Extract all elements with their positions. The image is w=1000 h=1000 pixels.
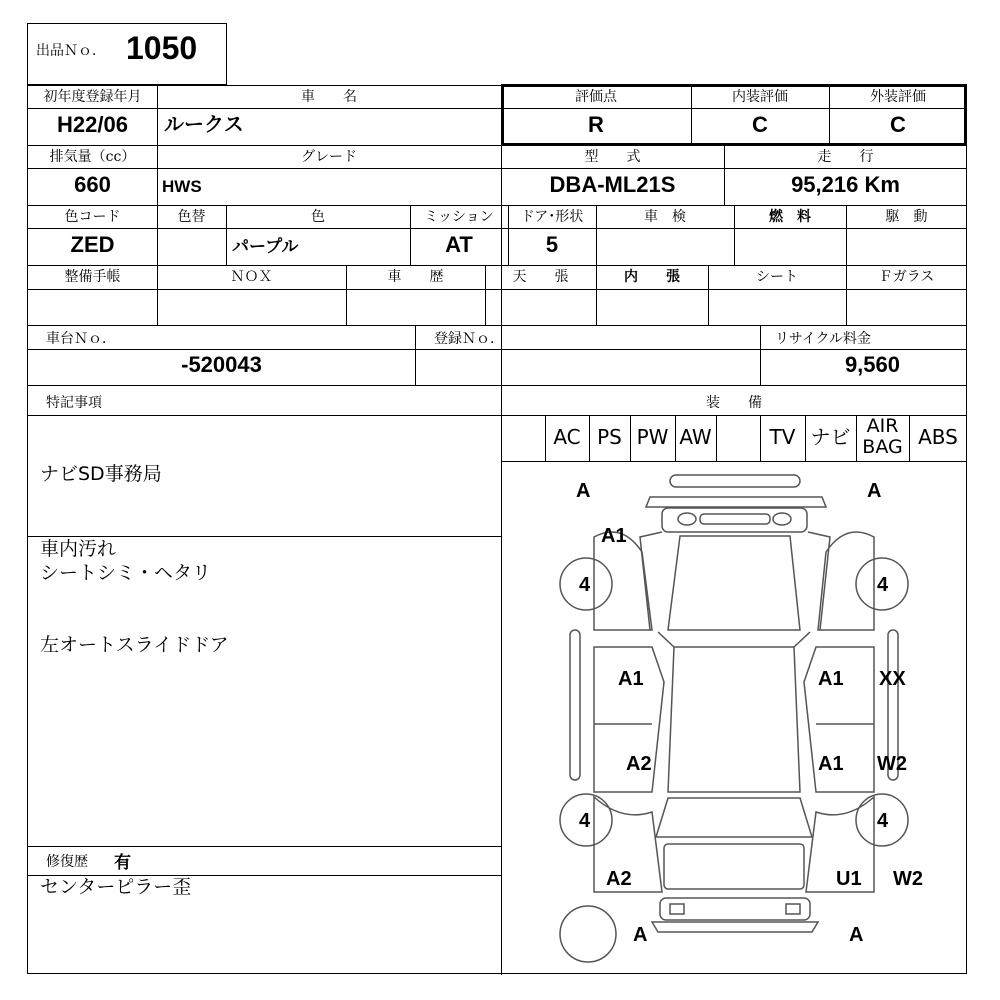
- color-label: 色: [311, 209, 325, 225]
- mark-rear-left-tire: 4: [579, 810, 591, 832]
- mark-rear-left-quarter: A2: [606, 868, 632, 890]
- equip-airbag: AIR BAG: [862, 415, 903, 458]
- equip-ps: PS: [597, 425, 622, 449]
- equip-tv: TV: [769, 425, 796, 449]
- mark-rear-right-door: A1: [818, 753, 844, 775]
- ceiling-label: 天 張: [512, 269, 569, 285]
- exterior-score-value: C: [890, 112, 906, 137]
- lot-number-value: 1050: [126, 30, 198, 66]
- mark-right-side-w2-upper: W2: [877, 753, 907, 775]
- mark-rear-right-corner: A: [849, 924, 864, 946]
- mark-right-side-xx: XX: [879, 668, 906, 690]
- interior-score-value: C: [752, 112, 768, 137]
- mark-front-left-tire: 4: [579, 574, 591, 596]
- mark-front-right-tire: 4: [877, 574, 889, 596]
- recycle-fee-label: リサイクル料金: [775, 331, 872, 347]
- chassis-number-label: 車台Ｎｏ．: [46, 331, 116, 347]
- color-value: パープル: [232, 237, 299, 256]
- mark-right-side-w2-lower: W2: [893, 868, 923, 890]
- first-registration-label: 初年度登録年月: [43, 89, 142, 105]
- mark-front-right-door: A1: [818, 668, 844, 690]
- repair-note: センターピラー歪: [40, 876, 192, 898]
- interior-score-label: 内装評価: [732, 89, 788, 105]
- grade-label: グレード: [301, 149, 357, 165]
- chassis-number-value: -520043: [181, 352, 262, 377]
- seat-label: シート: [756, 269, 798, 285]
- recycle-fee-value: 9,560: [844, 352, 900, 377]
- mark-rear-right-tire: 4: [877, 810, 889, 832]
- mark-front-left-door: A1: [618, 668, 644, 690]
- mileage-label: 走 行: [817, 149, 874, 165]
- displacement-label: 排気量（cc）: [49, 149, 136, 165]
- mark-rear-right-quarter: U1: [836, 868, 862, 890]
- displacement-value: 660: [74, 172, 111, 197]
- lot-number-box: [27, 23, 227, 85]
- mission-label: ミッション: [424, 209, 494, 225]
- model-label: 型 式: [584, 149, 641, 165]
- front-glass-label: Ｆガラス: [878, 269, 935, 285]
- equip-aw: AW: [679, 425, 712, 449]
- vehicle-history-label: 車 歴: [387, 269, 444, 285]
- car-name-label: 車 名: [301, 89, 357, 105]
- color-change-label: 色替: [177, 209, 206, 225]
- fuel-label: 燃 料: [769, 209, 811, 225]
- drive-label: 駆 動: [885, 209, 928, 225]
- car-name-value: ルークス: [164, 114, 244, 136]
- mark-front-left-corner: A: [576, 480, 591, 502]
- door-value: 5: [545, 232, 559, 257]
- score-label: 評価点: [575, 89, 617, 105]
- equip-ac: AC: [553, 425, 581, 449]
- equip-abs: ABS: [918, 425, 958, 449]
- color-code-value: ZED: [70, 232, 115, 257]
- mission-value: AT: [445, 232, 473, 257]
- registration-number-label: 登録Ｎｏ．: [434, 331, 504, 347]
- color-code-label: 色コード: [64, 209, 121, 225]
- score-value: R: [588, 112, 604, 137]
- lot-number-label: 出品Ｎｏ．: [36, 43, 106, 59]
- notes-label: 特記事項: [46, 395, 102, 411]
- equip-navi: ナビ: [810, 425, 851, 449]
- equip-pw: PW: [636, 425, 669, 449]
- exterior-score-label: 外装評価: [870, 89, 926, 105]
- mark-rear-left-door: A2: [626, 753, 652, 775]
- grade-value: HWS: [162, 177, 202, 196]
- notes-block-2: 車内汚れ シートシミ・ヘタリ 左オートスライドドア: [40, 538, 229, 656]
- mark-front-right-corner: A: [867, 480, 882, 502]
- nox-label: ＮＯＸ: [230, 269, 273, 285]
- interior-trim-label: 内 張: [624, 269, 680, 285]
- first-registration-value: H22/06: [57, 112, 128, 137]
- equipment-label: 装 備: [706, 395, 762, 411]
- mark-rear-left-corner: A: [633, 924, 648, 946]
- repair-history-value: 有: [114, 853, 131, 872]
- maintenance-book-label: 整備手帳: [64, 269, 121, 285]
- model-value: DBA-ML21S: [549, 172, 676, 197]
- mileage-value: 95,216 Km: [791, 172, 900, 197]
- repair-history-label: 修復歴: [46, 854, 88, 870]
- mark-hood-left: A1: [601, 525, 627, 547]
- door-label: ドア･形状: [520, 209, 584, 225]
- notes-line-1: ナビSD事務局: [40, 463, 162, 485]
- inspection-label: 車 検: [644, 209, 686, 225]
- car-damage-diagram: [502, 462, 966, 973]
